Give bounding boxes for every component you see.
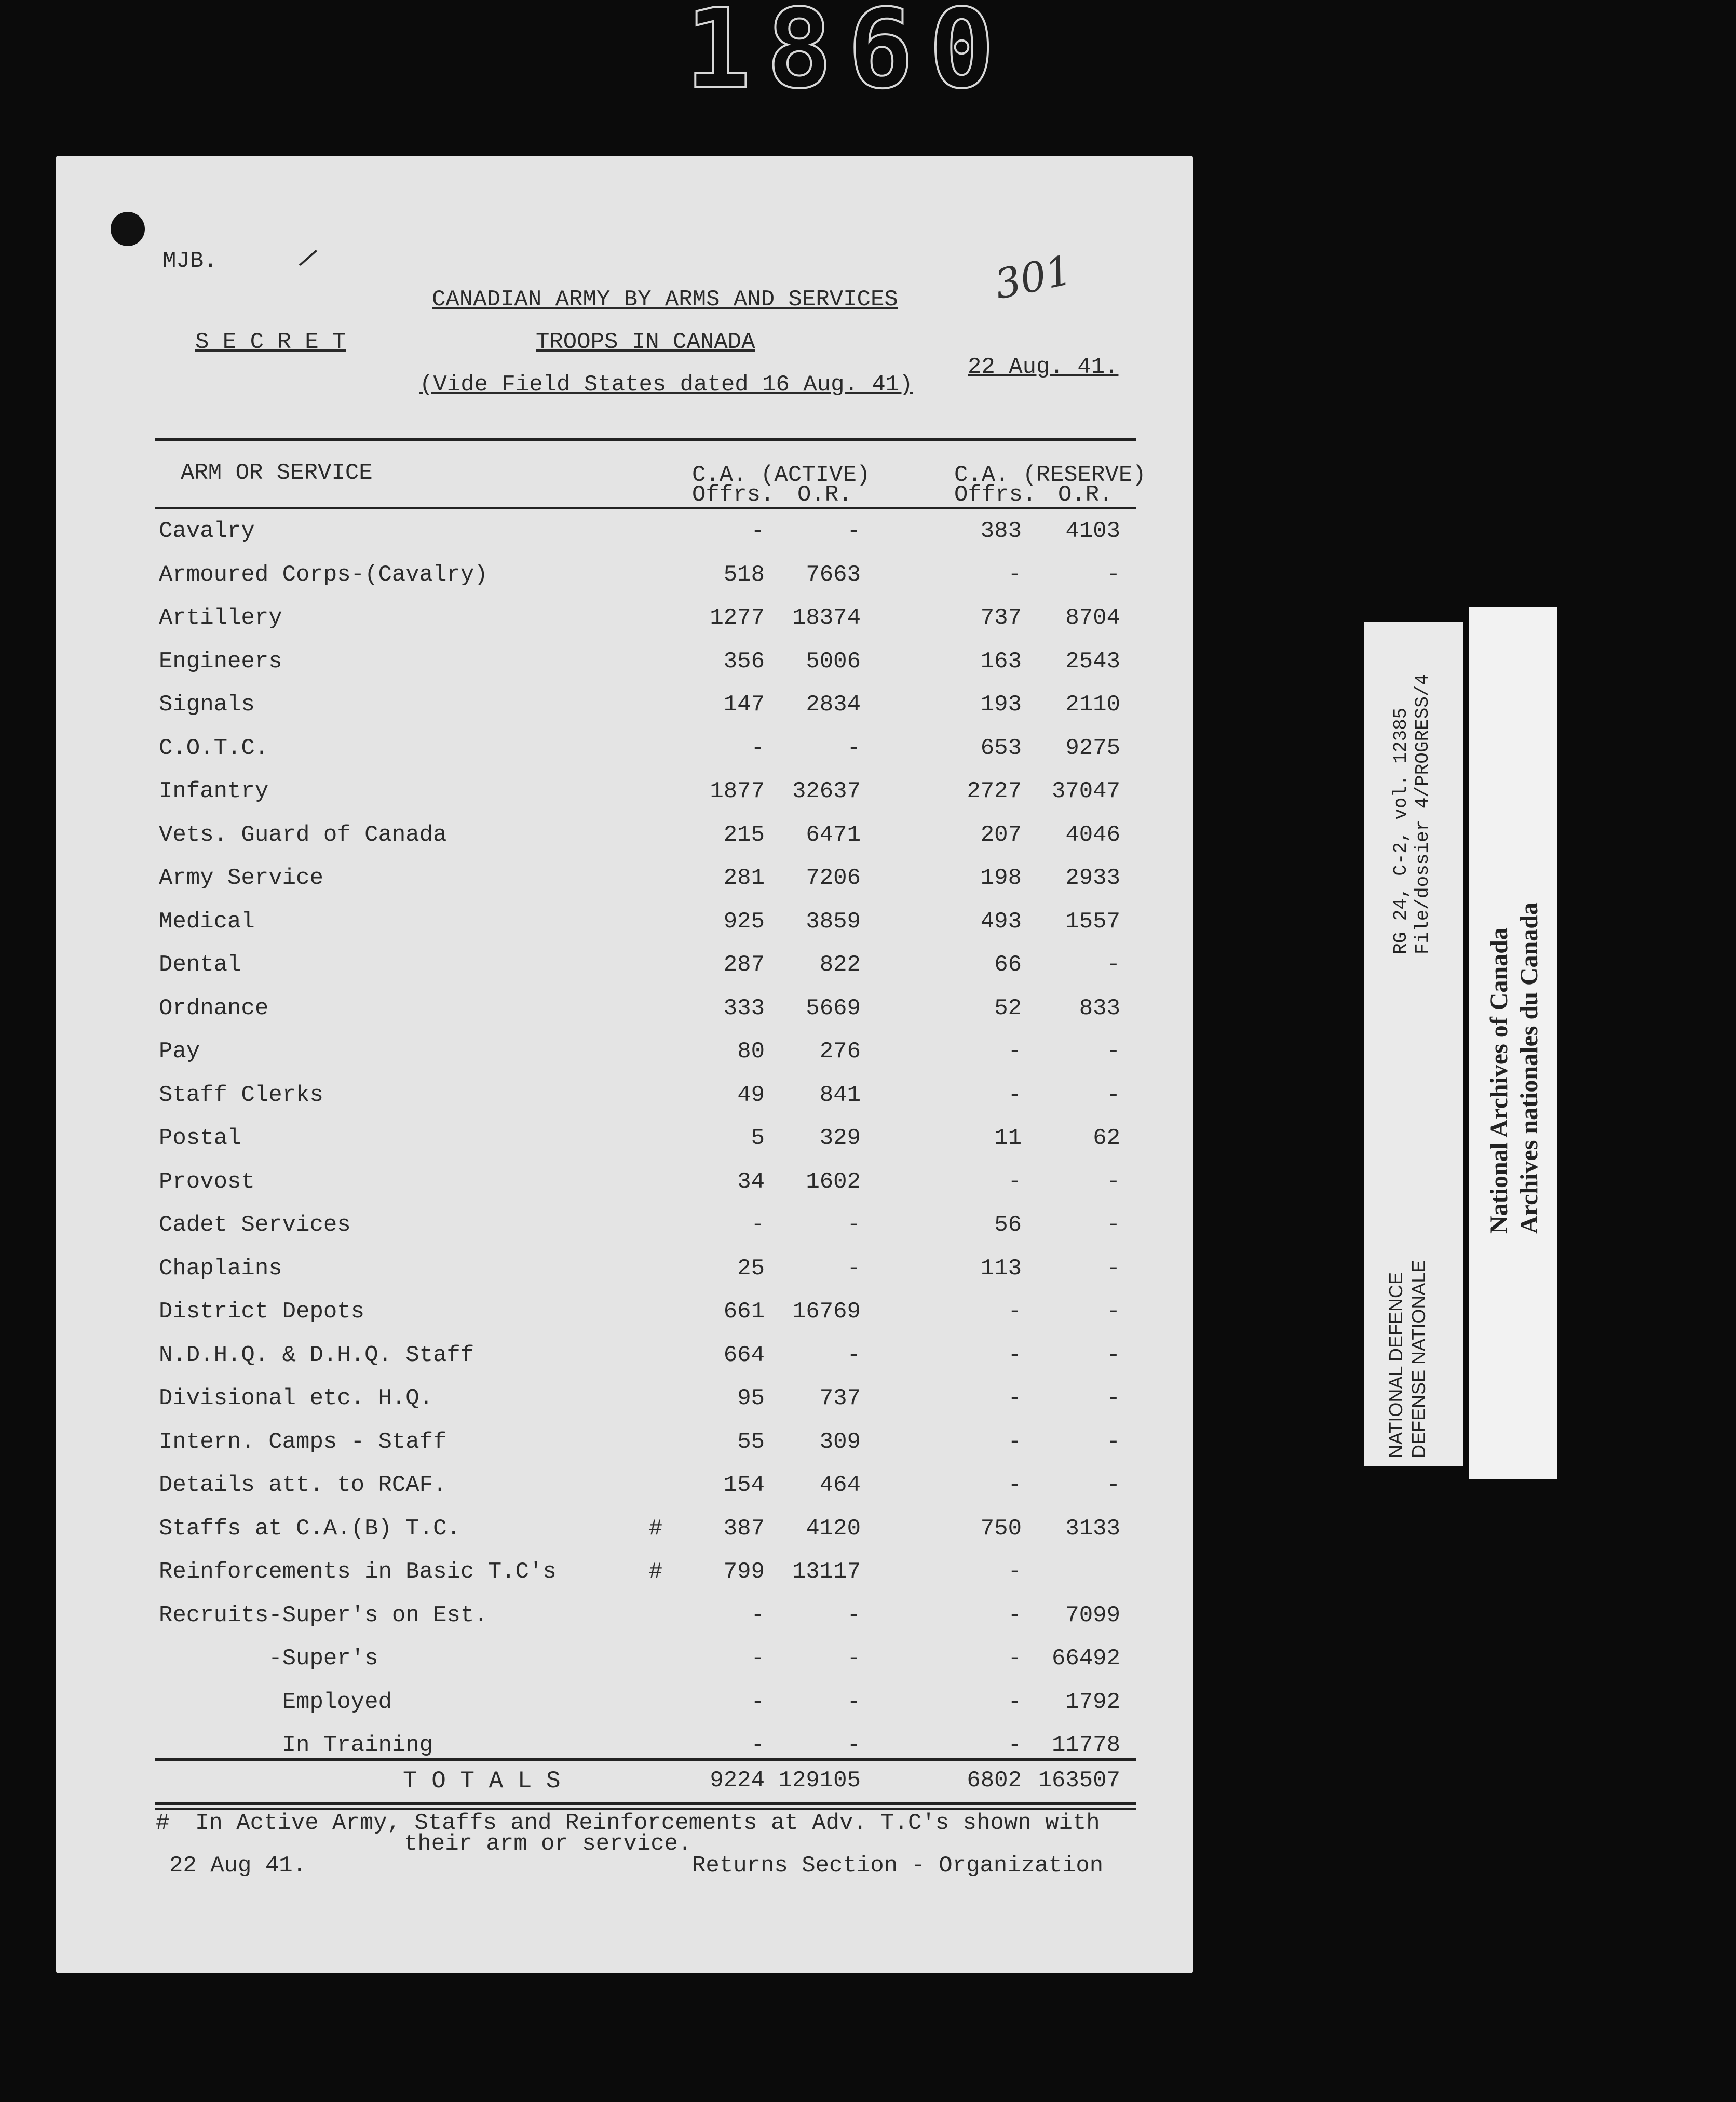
- archives-french: Archives nationales du Canada: [1515, 902, 1543, 1234]
- cell-active-offrs: 287: [723, 952, 765, 978]
- row-label: Signals: [159, 692, 255, 718]
- row-label: Provost: [159, 1169, 255, 1195]
- footer-section: Returns Section - Organization: [692, 1853, 1104, 1879]
- cell-active-offrs: 147: [723, 692, 765, 718]
- row-label: Dental: [159, 952, 241, 978]
- cell-reserve-or: -: [1106, 952, 1120, 978]
- classification-secret: S E C R E T: [195, 329, 346, 355]
- cell-active-offrs: -: [751, 735, 765, 761]
- cell-reserve-or: -: [1106, 1212, 1120, 1238]
- cell-reserve-offrs: -: [1008, 1299, 1022, 1325]
- reference-line-2: File/dossier 4/PROGRESS/4: [1412, 673, 1433, 954]
- row-label: Cadet Services: [159, 1212, 351, 1238]
- cell-reserve-or: -: [1106, 1342, 1120, 1368]
- col-sub-active-or: O.R.: [797, 482, 852, 508]
- cell-reserve-or: 2543: [1065, 649, 1120, 675]
- row-label: Cavalry: [159, 518, 255, 544]
- cell-reserve-or: 9275: [1065, 735, 1120, 761]
- cell-reserve-or: 62: [1093, 1125, 1120, 1151]
- cell-reserve-offrs: -: [1008, 1732, 1022, 1758]
- cell-active-or: 822: [819, 952, 861, 978]
- cell-active-or: 4120: [806, 1516, 861, 1542]
- cell-reserve-offrs: 2727: [967, 778, 1022, 804]
- cell-active-offrs: 154: [723, 1472, 765, 1498]
- cell-active-or: 1602: [806, 1169, 861, 1195]
- cell-reserve-or: 2110: [1065, 692, 1120, 718]
- cell-reserve-offrs: -: [1008, 1559, 1022, 1585]
- cell-active-or: -: [847, 518, 861, 544]
- row-footnote-mark: #: [648, 1559, 663, 1585]
- cell-reserve-offrs: 383: [980, 518, 1022, 544]
- cell-reserve-offrs: 52: [994, 995, 1022, 1021]
- cell-active-or: 737: [819, 1385, 861, 1411]
- col-sub-reserve-offrs: Offrs.: [954, 482, 1037, 508]
- document-subtitle: TROOPS IN CANADA: [536, 329, 755, 355]
- row-label: N.D.H.Q. & D.H.Q. Staff: [159, 1342, 474, 1368]
- cell-reserve-or: 1792: [1065, 1689, 1120, 1715]
- cell-reserve-offrs: 750: [980, 1516, 1022, 1542]
- cell-active-offrs: 333: [723, 995, 765, 1021]
- column-header-rule: [155, 507, 1136, 509]
- row-label: Armoured Corps-(Cavalry): [159, 562, 488, 588]
- cell-reserve-offrs: 207: [980, 822, 1022, 848]
- archives-sticker: [1469, 607, 1557, 1479]
- row-label: Intern. Camps - Staff: [159, 1429, 447, 1455]
- cell-active-offrs: 281: [723, 865, 765, 891]
- cell-reserve-or: -: [1106, 1039, 1120, 1065]
- cell-active-offrs: -: [751, 1212, 765, 1238]
- row-label: Divisional etc. H.Q.: [159, 1385, 433, 1411]
- punch-hole: [111, 212, 145, 246]
- cell-reserve-or: 2933: [1065, 865, 1120, 891]
- row-label: C.O.T.C.: [159, 735, 269, 761]
- col-header-arm: ARM OR SERVICE: [181, 460, 373, 486]
- cell-reserve-offrs: 653: [980, 735, 1022, 761]
- cell-reserve-offrs: -: [1008, 1082, 1022, 1108]
- cell-active-offrs: 925: [723, 909, 765, 935]
- header-rule: [155, 438, 1136, 441]
- cell-active-or: -: [847, 1646, 861, 1672]
- cell-active-or: 18374: [792, 605, 861, 631]
- cell-active-offrs: 25: [737, 1256, 765, 1282]
- cell-active-or: -: [847, 1212, 861, 1238]
- cell-reserve-offrs: 113: [980, 1256, 1022, 1282]
- cell-reserve-or: -: [1106, 1472, 1120, 1498]
- cell-active-offrs: 95: [737, 1385, 765, 1411]
- document-page: [56, 156, 1193, 1973]
- cell-active-or: -: [847, 1602, 861, 1628]
- cell-reserve-offrs: 493: [980, 909, 1022, 935]
- cell-active-offrs: 518: [723, 562, 765, 588]
- cell-active-offrs: -: [751, 1646, 765, 1672]
- totals-label: T O T A L S: [403, 1768, 561, 1795]
- cell-active-offrs: 1877: [710, 778, 765, 804]
- cell-reserve-offrs: -: [1008, 1472, 1022, 1498]
- cell-reserve-offrs: -: [1008, 1689, 1022, 1715]
- cell-reserve-or: 11778: [1051, 1732, 1120, 1758]
- cell-reserve-or: -: [1106, 1429, 1120, 1455]
- cell-reserve-or: -: [1106, 1385, 1120, 1411]
- cell-reserve-or: -: [1106, 1299, 1120, 1325]
- cell-active-or: 464: [819, 1472, 861, 1498]
- sticker-national-defence: NATIONAL DEFENCE: [1385, 1272, 1406, 1458]
- cell-reserve-or: 4103: [1065, 518, 1120, 544]
- cell-active-or: 309: [819, 1429, 861, 1455]
- cell-reserve-offrs: 163: [980, 649, 1022, 675]
- initials: MJB.: [162, 248, 218, 274]
- col-header-reserve: C.A. (RESERVE): [954, 462, 1146, 488]
- row-label: Engineers: [159, 649, 282, 675]
- cell-active-offrs: 55: [737, 1429, 765, 1455]
- row-footnote-mark: #: [648, 1516, 663, 1542]
- cell-reserve-offrs: -: [1008, 1646, 1022, 1672]
- footnote-line-1: In Active Army, Staffs and Reinforcements at Adv. T.C's shown with: [195, 1810, 1100, 1836]
- cell-active-or: -: [847, 735, 861, 761]
- reference-line-1: RG 24, C-2, vol. 12385: [1390, 707, 1412, 954]
- cell-reserve-or: 4046: [1065, 822, 1120, 848]
- cell-reserve-offrs: -: [1008, 1169, 1022, 1195]
- cell-reserve-or: -: [1106, 562, 1120, 588]
- footnote-mark: #: [156, 1810, 170, 1836]
- col-header-active: C.A. (ACTIVE): [692, 462, 871, 488]
- cell-reserve-or: 7099: [1065, 1602, 1120, 1628]
- cell-active-offrs: 80: [737, 1039, 765, 1065]
- cell-active-or: 16769: [792, 1299, 861, 1325]
- cell-reserve-offrs: 193: [980, 692, 1022, 718]
- cell-reserve-offrs: -: [1008, 1385, 1022, 1411]
- cell-active-or: -: [847, 1689, 861, 1715]
- row-label: Recruits-Super's on Est.: [159, 1602, 488, 1628]
- tick-mark: /: [294, 243, 320, 278]
- row-label: Infantry: [159, 778, 269, 804]
- field-states-reference: [419, 372, 913, 398]
- cell-active-offrs: -: [751, 1732, 765, 1758]
- cell-active-offrs: 215: [723, 822, 765, 848]
- document-date: 22 Aug. 41.: [968, 354, 1119, 380]
- footer-date: 22 Aug 41.: [169, 1853, 307, 1879]
- cell-reserve-offrs: 198: [980, 865, 1022, 891]
- cell-active-or: 2834: [806, 692, 861, 718]
- handwritten-folio-number: 301: [991, 247, 1076, 309]
- totals-reserve-offrs: 6802: [967, 1768, 1022, 1794]
- cell-reserve-offrs: -: [1008, 1429, 1022, 1455]
- cell-active-or: 7206: [806, 865, 861, 891]
- row-label: Details att. to RCAF.: [159, 1472, 447, 1498]
- cell-active-or: 3859: [806, 909, 861, 935]
- cell-reserve-or: 3133: [1065, 1516, 1120, 1542]
- cell-active-offrs: -: [751, 518, 765, 544]
- cell-reserve-offrs: -: [1008, 1342, 1022, 1368]
- totals-double-rule-1: [155, 1802, 1136, 1805]
- cell-active-offrs: -: [751, 1689, 765, 1715]
- row-label: Reinforcements in Basic T.C's: [159, 1559, 557, 1585]
- cell-reserve-or: 66492: [1051, 1646, 1120, 1672]
- totals-reserve-or: 163507: [1038, 1768, 1120, 1794]
- cell-active-offrs: 5: [751, 1125, 765, 1151]
- cell-reserve-offrs: -: [1008, 562, 1022, 588]
- cell-reserve-offrs: 66: [994, 952, 1022, 978]
- cell-reserve-or: -: [1106, 1256, 1120, 1282]
- col-sub-active-offrs: Offrs.: [692, 482, 775, 508]
- totals-active-or: 129105: [778, 1768, 861, 1794]
- cell-reserve-offrs: -: [1008, 1602, 1022, 1628]
- cell-active-or: 329: [819, 1125, 861, 1151]
- totals-top-rule: [155, 1758, 1136, 1761]
- cell-reserve-offrs: -: [1008, 1039, 1022, 1065]
- cell-active-offrs: 49: [737, 1082, 765, 1108]
- sticker-defense-nationale: DEFENSE NATIONALE: [1408, 1260, 1429, 1458]
- cell-active-or: -: [847, 1732, 861, 1758]
- row-label: Postal: [159, 1125, 241, 1151]
- row-label: Pay: [159, 1039, 200, 1065]
- row-label: Medical: [159, 909, 255, 935]
- row-label: Ordnance: [159, 995, 269, 1021]
- field-states-reference-text: (Vide Field States dated 16 Aug. 41): [419, 372, 913, 398]
- row-label: District Depots: [159, 1299, 365, 1325]
- row-label: Chaplains: [159, 1256, 282, 1282]
- row-label: -Super's: [159, 1646, 378, 1672]
- row-label: In Training: [159, 1732, 433, 1758]
- row-label: Artillery: [159, 605, 282, 631]
- cell-active-or: 5006: [806, 649, 861, 675]
- row-label: Vets. Guard of Canada: [159, 822, 447, 848]
- cell-active-or: 276: [819, 1039, 861, 1065]
- cell-reserve-or: 37047: [1051, 778, 1120, 804]
- cell-active-offrs: -: [751, 1602, 765, 1628]
- cell-active-offrs: 661: [723, 1299, 765, 1325]
- cell-reserve-or: -: [1106, 1082, 1120, 1108]
- cell-active-offrs: 34: [737, 1169, 765, 1195]
- cell-active-offrs: 664: [723, 1342, 765, 1368]
- cell-active-or: -: [847, 1342, 861, 1368]
- cell-active-or: 7663: [806, 562, 861, 588]
- cell-reserve-offrs: 56: [994, 1212, 1022, 1238]
- cell-reserve-or: 1557: [1065, 909, 1120, 935]
- cell-active-offrs: 356: [723, 649, 765, 675]
- col-sub-reserve-or: O.R.: [1058, 482, 1113, 508]
- totals-active-offrs: 9224: [710, 1768, 765, 1794]
- cell-active-or: 13117: [792, 1559, 861, 1585]
- row-label: Employed: [159, 1689, 392, 1715]
- cell-reserve-or: 8704: [1065, 605, 1120, 631]
- cell-active-or: 6471: [806, 822, 861, 848]
- reference-sticker: [1364, 622, 1463, 1466]
- row-label: Army Service: [159, 865, 323, 891]
- microfilm-frame-number: 1860: [685, 0, 1010, 113]
- cell-active-offrs: 799: [723, 1559, 765, 1585]
- cell-active-offrs: 1277: [710, 605, 765, 631]
- cell-active-or: -: [847, 1256, 861, 1282]
- cell-reserve-offrs: 737: [980, 605, 1022, 631]
- cell-active-offrs: 387: [723, 1516, 765, 1542]
- footnote-line-2: their arm or service.: [404, 1831, 692, 1857]
- cell-reserve-offrs: 11: [994, 1125, 1022, 1151]
- cell-active-or: 5669: [806, 995, 861, 1021]
- cell-active-or: 841: [819, 1082, 861, 1108]
- archives-english: National Archives of Canada: [1485, 927, 1513, 1234]
- cell-reserve-or: -: [1106, 1169, 1120, 1195]
- document-title: CANADIAN ARMY BY ARMS AND SERVICES: [432, 287, 898, 313]
- row-label: Staffs at C.A.(B) T.C.: [159, 1516, 460, 1542]
- cell-active-or: 32637: [792, 778, 861, 804]
- cell-reserve-or: 833: [1079, 995, 1120, 1021]
- row-label: Staff Clerks: [159, 1082, 323, 1108]
